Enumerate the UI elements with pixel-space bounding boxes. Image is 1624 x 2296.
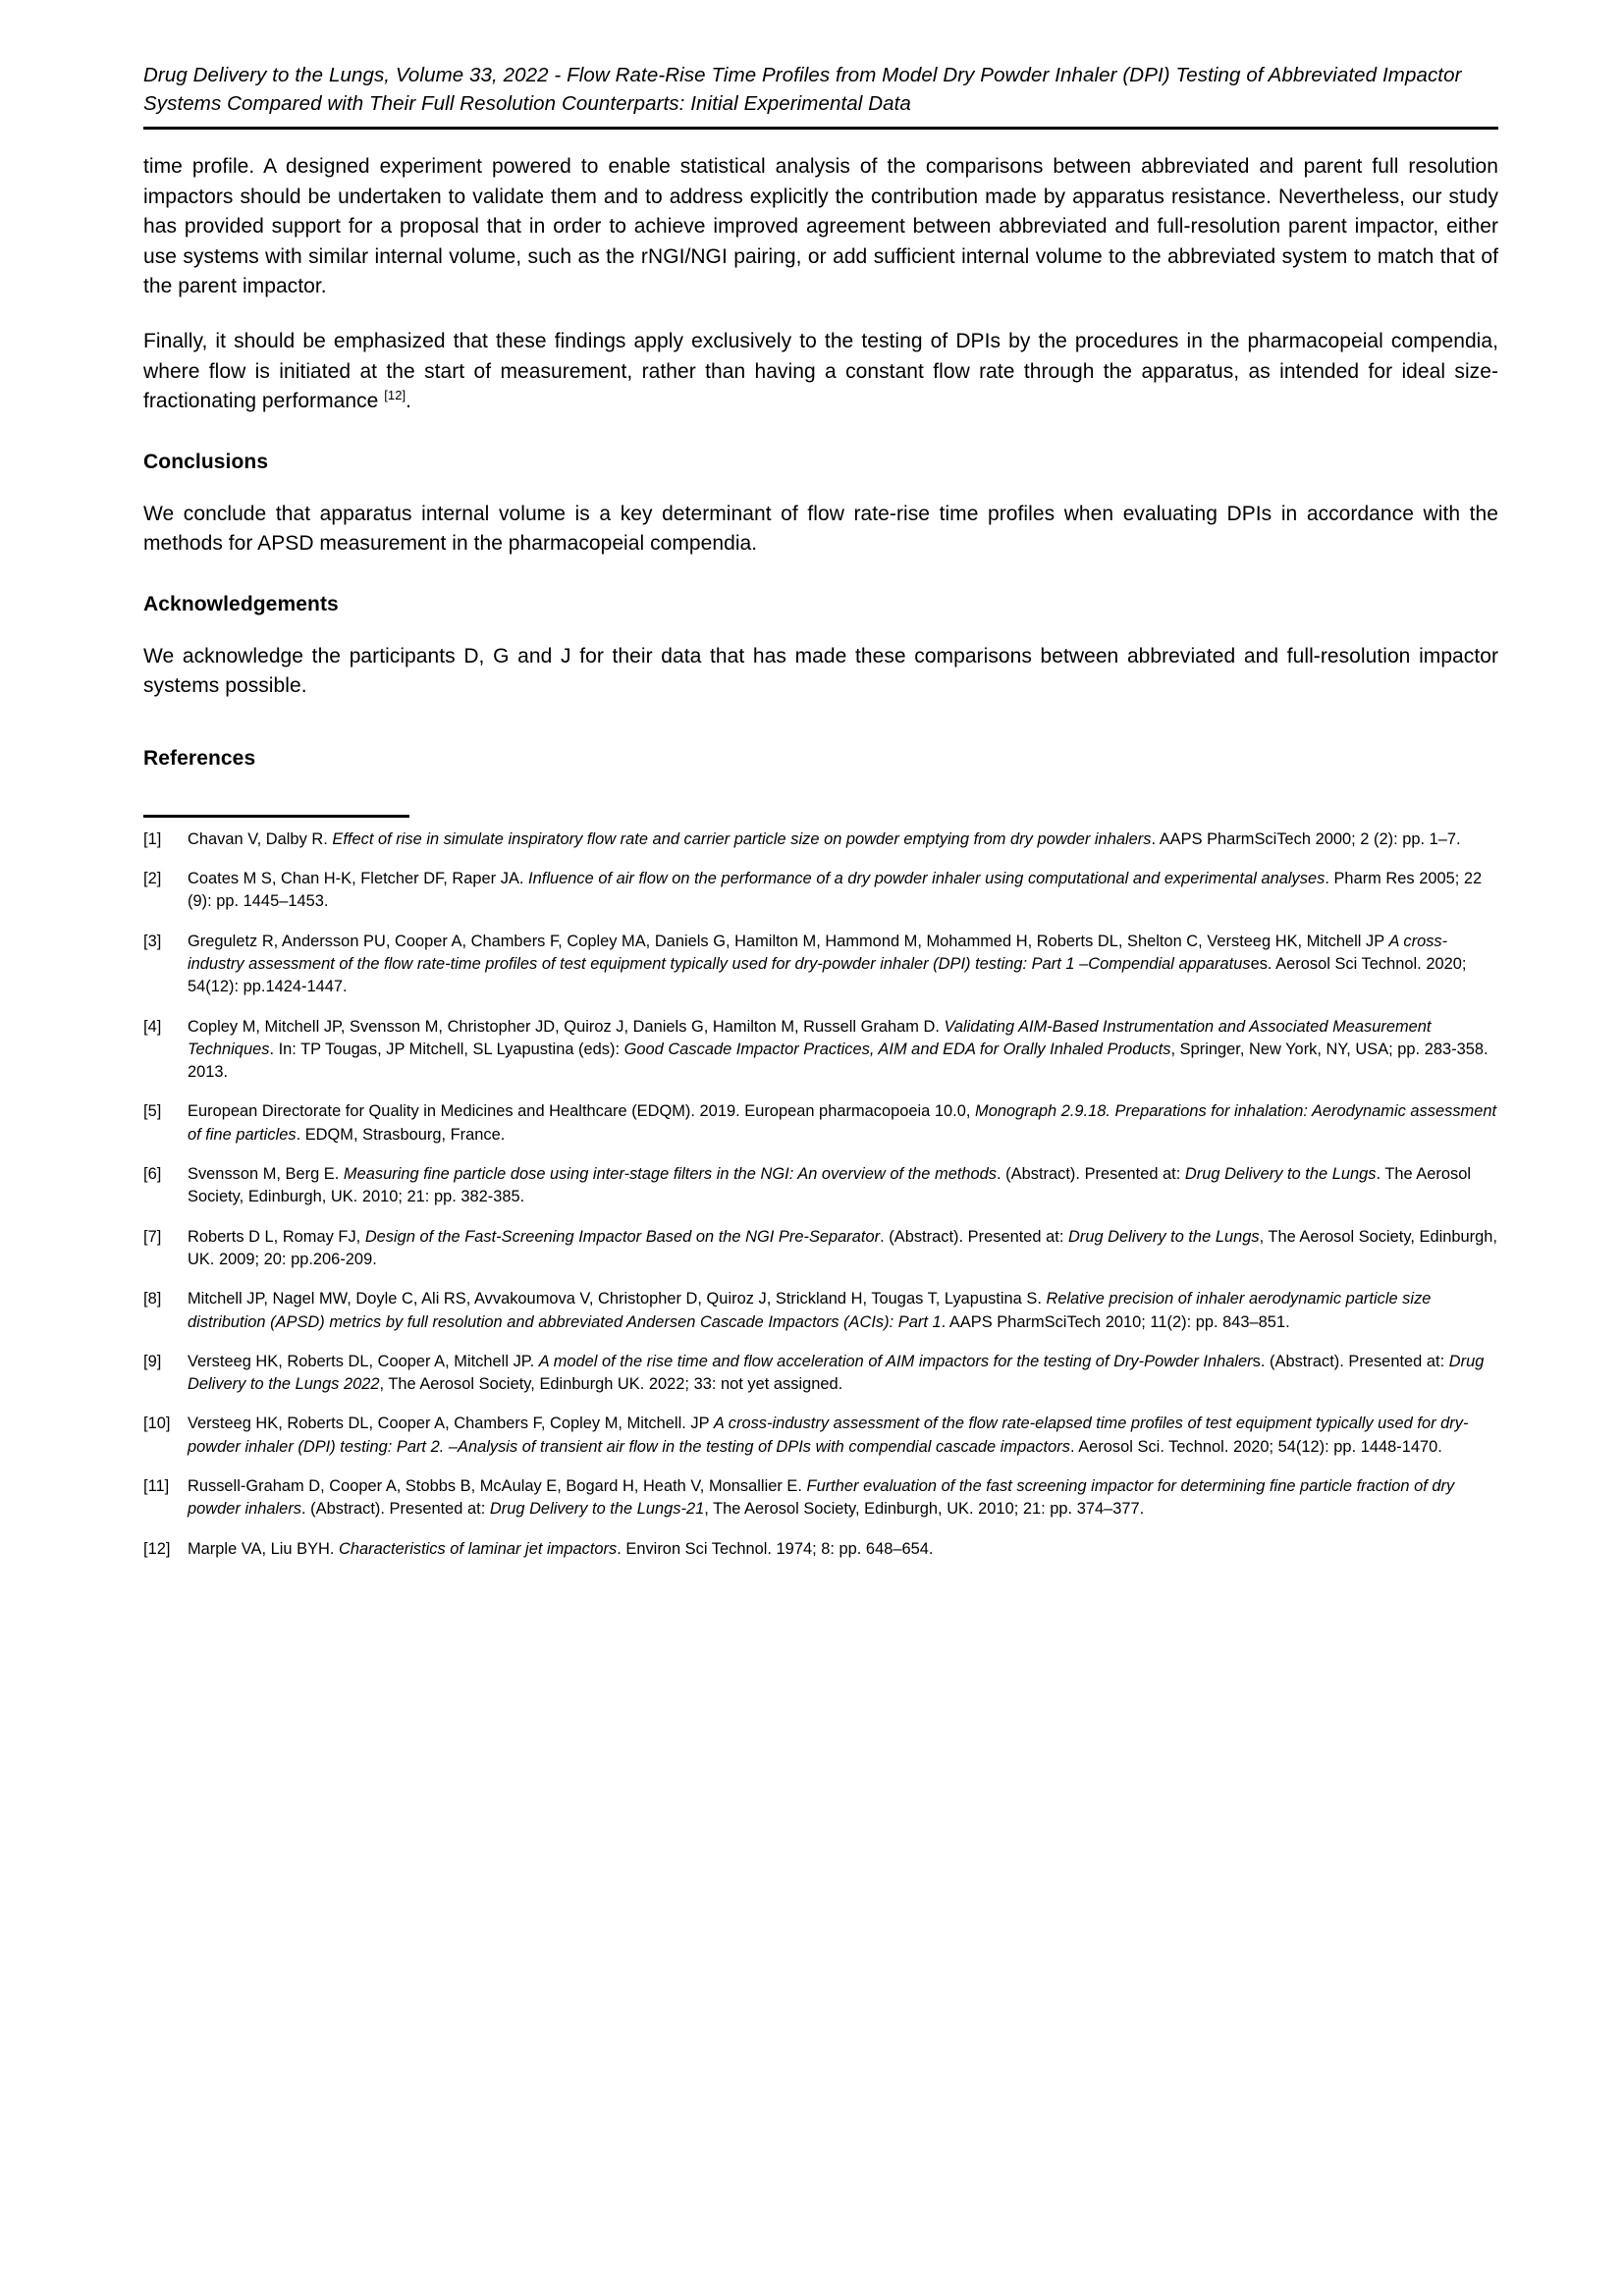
reference-title: Drug Delivery to the Lungs xyxy=(1068,1227,1260,1246)
reference-segment: Copley M, Mitchell JP, Svensson M, Christopher JD, Quiroz J, Daniels G, Hamilton M, Russell Graham D. xyxy=(188,1017,945,1036)
reference-title: A cross-industry assessment of the flow rate-time profiles of test equipment typically used for dry-powder inhaler (DPI) testing: Part 1 –Compendial apparatus xyxy=(188,932,1448,973)
reference-title: Drug Delivery to the Lungs xyxy=(1184,1165,1377,1184)
reference-segment: . (Abstract). Presented at: xyxy=(880,1227,1068,1246)
reference-item xyxy=(143,931,1498,999)
header-divider xyxy=(143,127,1498,130)
reference-title: Design of the Fast-Screening Impactor Based on the NGI Pre-Separator xyxy=(364,1227,881,1246)
reference-segment: Roberts D L, Romay FJ, xyxy=(188,1227,365,1246)
reference-item xyxy=(143,1475,1498,1522)
reference-segment: Greguletz R, Andersson PU, Cooper A, Chambers F, Copley MA, Daniels G, Hamilton M, Hammond M, Mohammed H, Roberts DL, Shelton C, Versteeg HK, Mitchell JP xyxy=(188,932,1389,950)
reference-title: Measuring fine particle dose using inter-stage filters in the NGI: An overview of the methods xyxy=(343,1165,998,1184)
acknowledgements-text: We acknowledge the participants D, G and J for their data that has made these comparisons between abbreviated and full-resolution impactor systems possible. xyxy=(143,644,1498,698)
reference-segment: , The Aerosol Society, Edinburgh UK. 2022; 33: not yet assigned. xyxy=(379,1375,843,1394)
reference-segment: , Springer, New York, NY, USA; pp. 283-358. 2013. xyxy=(188,1040,1489,1082)
reference-segment: . (Abstract). Presented at: xyxy=(997,1165,1185,1184)
reference-segment: . Environ Sci Technol. 1974; 8: pp. 648–654. xyxy=(617,1539,934,1558)
reference-title: A model of the rise time and flow acceleration of AIM impactors for the testing of Dry-Powder Inhaler xyxy=(538,1352,1253,1370)
reference-text xyxy=(188,1477,1454,1518)
reference-number: [5] xyxy=(143,1102,162,1121)
reference-segment: s. (Abstract). Presented at: xyxy=(1252,1352,1449,1370)
reference-item xyxy=(143,1226,1498,1272)
reference-text xyxy=(188,933,1466,996)
reference-number: [2] xyxy=(143,870,162,888)
reference-text xyxy=(188,1228,1497,1268)
reference-list xyxy=(143,828,1498,1561)
paragraph-finally-tail: . xyxy=(406,390,412,413)
reference-segment: Coates M S, Chan H-K, Fletcher DF, Raper JA. xyxy=(188,870,529,888)
reference-text xyxy=(188,1165,1471,1205)
reference-text xyxy=(188,1102,1496,1143)
reference-segment: Versteeg HK, Roberts DL, Cooper A, Mitchell JP. xyxy=(188,1352,539,1370)
reference-text xyxy=(188,1353,1484,1393)
reference-segment: European Directorate for Quality in Medicines and Healthcare (EDQM). 2019. European pharmacopoeia 10.0, xyxy=(188,1102,976,1121)
reference-title: Further evaluation of the fast screening impactor for determining fine particle fraction of dry powder inhalers xyxy=(188,1477,1455,1519)
reference-title: Good Cascade Impactor Practices, AIM and EDA for Orally Inhaled Products xyxy=(623,1040,1171,1058)
reference-number: [1] xyxy=(143,829,162,848)
reference-segment: . EDQM, Strasbourg, France. xyxy=(296,1125,506,1144)
running-head: Drug Delivery to the Lungs, Volume 33, 2022 - Flow Rate-Rise Time Profiles from Model Dry Powder Inhaler (DPI) Testing of Abbreviated Impactor Systems Compared with Their Full Resolution Counterparts: Initial Experimental Data xyxy=(143,64,1462,116)
reference-segment: Mitchell JP, Nagel MW, Doyle C, Ali RS, Avvakoumova V, Christopher D, Quiroz J, Strickland H, Tougas T, Lyapustina S. xyxy=(188,1290,1047,1308)
reference-title: Monograph 2.9.18. Preparations for inhalation: Aerodynamic assessment of fine particles xyxy=(188,1102,1497,1144)
paragraph-finally xyxy=(143,327,1498,417)
reference-text xyxy=(188,1540,933,1558)
reference-segment: . Aerosol Sci. Technol. 2020; 54(12): pp. 1448-1470. xyxy=(1069,1437,1442,1456)
reference-number: [4] xyxy=(143,1017,162,1036)
reference-text xyxy=(188,1415,1468,1455)
reference-segment: . The Aerosol Society, Edinburgh, UK. 2010; 21: pp. 382-385. xyxy=(188,1165,1472,1206)
reference-number: [9] xyxy=(143,1352,162,1370)
reference-number: [12] xyxy=(143,1539,171,1558)
reference-segment: , The Aerosol Society, Edinburgh, UK. 2009; 20: pp.206-209. xyxy=(188,1227,1497,1268)
reference-title: Effect of rise in simulate inspiratory flow rate and carrier particle size on powder emptying from dry powder inhalers xyxy=(332,829,1152,848)
reference-item xyxy=(143,1413,1498,1459)
reference-item xyxy=(143,1538,1498,1561)
reference-segment: . AAPS PharmSciTech 2010; 11(2): pp. 843–851. xyxy=(941,1312,1290,1331)
reference-item xyxy=(143,1100,1498,1147)
reference-text xyxy=(188,870,1482,910)
heading-references: References xyxy=(143,746,256,770)
reference-segment: es. Aerosol Sci Technol. 2020; 54(12): pp.1424-1447. xyxy=(188,954,1467,996)
reference-title: Drug Delivery to the Lungs 2022 xyxy=(188,1352,1485,1394)
reference-title: Drug Delivery to the Lungs-21 xyxy=(489,1500,705,1519)
reference-title: Influence of air flow on the performance of a dry powder inhaler using computational and experimental analyses xyxy=(528,870,1326,888)
reference-number: [3] xyxy=(143,932,162,950)
heading-conclusions: Conclusions xyxy=(143,450,269,473)
reference-title: Characteristics of laminar jet impactors xyxy=(339,1539,618,1558)
reference-title: Validating AIM-Based Instrumentation and Associated Measurement Techniques xyxy=(188,1017,1432,1058)
reference-segment: . Pharm Res 2005; 22 (9): pp. 1445–1453. xyxy=(188,870,1483,911)
reference-segment: Russell-Graham D, Cooper A, Stobbs B, McAulay E, Bogard H, Heath V, Monsallier E. xyxy=(188,1477,807,1496)
reference-title: Relative precision of inhaler aerodynamic particle size distribution (APSD) metrics by full resolution and abbreviated Andersen Cascade Impactors (ACIs): Part 1 xyxy=(188,1290,1432,1331)
reference-text xyxy=(188,1290,1431,1330)
reference-text xyxy=(188,830,1461,848)
paragraph-continued: time profile. A designed experiment powered to enable statistical analysis of the comparisons between abbreviated and parent full resolution impactors should be undertaken to validate them and to address explicitly the contribution made by apparatus resistance. Nevertheless, our study has provided support for a proposal that in order to achieve improved agreement between abbreviated and full-resolution parent impactor, either use systems with similar internal volume, such as the rNGI/NGI pairing, or add sufficient internal volume to the abbreviated system to match that of the parent impactor. xyxy=(143,155,1498,298)
reference-segment: , The Aerosol Society, Edinburgh, UK. 2010; 21: pp. 374–377. xyxy=(704,1500,1145,1519)
reference-segment: . In: TP Tougas, JP Mitchell, SL Lyapustina (eds): xyxy=(269,1040,624,1058)
citation-marker-12: [12] xyxy=(384,388,406,403)
reference-item xyxy=(143,828,1498,851)
reference-item xyxy=(143,1351,1498,1397)
conclusions-text: We conclude that apparatus internal volume is a key determinant of flow rate-rise time profiles when evaluating DPIs in accordance with the methods for APSD measurement in the pharmacopeial compendia. xyxy=(143,502,1498,556)
reference-title: A cross-industry assessment of the flow rate-elapsed time profiles of test equipment typically used for dry-powder inhaler (DPI) testing: Part 2. –Analysis of transient air flow in the testing of DPIs with compendial cascade impactors xyxy=(188,1415,1469,1456)
reference-item xyxy=(143,1016,1498,1085)
reference-item xyxy=(143,868,1498,914)
references-divider xyxy=(143,815,409,818)
document-body xyxy=(143,152,1498,1561)
reference-segment: Svensson M, Berg E. xyxy=(188,1165,344,1184)
heading-acknowledgements: Acknowledgements xyxy=(143,592,339,615)
reference-segment: Versteeg HK, Roberts DL, Cooper A, Chambers F, Copley M, Mitchell. JP xyxy=(188,1415,714,1433)
reference-segment: Chavan V, Dalby R. xyxy=(188,829,333,848)
reference-item xyxy=(143,1288,1498,1334)
reference-text xyxy=(188,1018,1489,1082)
reference-number: [11] xyxy=(143,1477,170,1496)
reference-number: [7] xyxy=(143,1227,162,1246)
reference-number: [10] xyxy=(143,1415,171,1433)
reference-item xyxy=(143,1163,1498,1209)
reference-number: [8] xyxy=(143,1290,162,1308)
paragraph-finally-lead: Finally, it should be emphasized that these findings apply exclusively to the testing of DPIs by the procedures in the pharmacopeial compendia, where flow is initiated at the start of measurement, rather than having a constant flow rate through the apparatus, as intended for ideal size-fractionating performance xyxy=(143,329,1498,413)
reference-segment: . (Abstract). Presented at: xyxy=(301,1500,490,1519)
reference-number: [6] xyxy=(143,1165,162,1184)
reference-segment: Marple VA, Liu BYH. xyxy=(188,1539,340,1558)
reference-segment: . AAPS PharmSciTech 2000; 2 (2): pp. 1–7. xyxy=(1151,829,1461,848)
